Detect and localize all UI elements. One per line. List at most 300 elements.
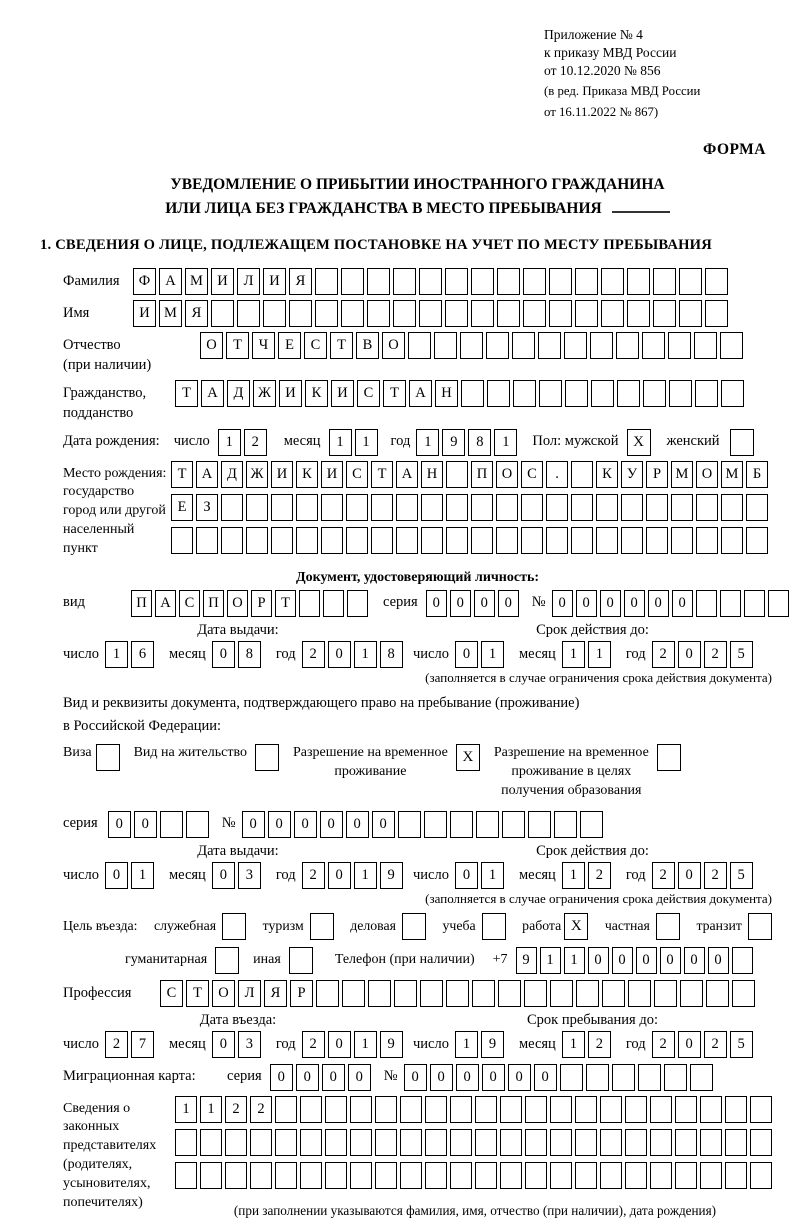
purpose-humanitarian-checkbox[interactable]: [215, 947, 239, 974]
char-cell[interactable]: Ж: [246, 461, 268, 488]
char-cell[interactable]: 1: [494, 429, 517, 456]
char-cell[interactable]: 0: [708, 947, 729, 974]
char-cell[interactable]: [367, 268, 390, 295]
purpose-official-checkbox[interactable]: [222, 913, 246, 940]
char-cell[interactable]: 9: [380, 862, 403, 889]
char-cell[interactable]: [296, 527, 318, 554]
char-cell[interactable]: [275, 1162, 297, 1189]
char-cell[interactable]: [300, 1162, 322, 1189]
char-cell[interactable]: [700, 1129, 722, 1156]
char-cell[interactable]: [472, 980, 495, 1007]
char-cell[interactable]: [528, 811, 551, 838]
char-cell[interactable]: [725, 1129, 747, 1156]
char-cell[interactable]: 2: [704, 862, 727, 889]
char-cell[interactable]: 2: [250, 1096, 272, 1123]
char-cell[interactable]: [650, 1162, 672, 1189]
char-cell[interactable]: [524, 980, 547, 1007]
char-cell[interactable]: [596, 494, 618, 521]
char-cell[interactable]: [316, 980, 339, 1007]
char-cell[interactable]: [271, 527, 293, 554]
char-cell[interactable]: [446, 461, 468, 488]
char-cell[interactable]: [325, 1129, 347, 1156]
char-cell[interactable]: 2: [302, 1031, 325, 1058]
char-cell[interactable]: [575, 268, 598, 295]
char-cell[interactable]: [502, 811, 525, 838]
char-cell[interactable]: [496, 494, 518, 521]
char-cell[interactable]: [596, 527, 618, 554]
char-cell[interactable]: [375, 1129, 397, 1156]
purpose-study-checkbox[interactable]: [482, 913, 506, 940]
char-cell[interactable]: [445, 268, 468, 295]
char-cell[interactable]: [275, 1096, 297, 1123]
char-cell[interactable]: С: [357, 380, 380, 407]
gender-male-checkbox[interactable]: X: [627, 429, 651, 456]
char-cell[interactable]: [315, 268, 338, 295]
char-cell[interactable]: [275, 1129, 297, 1156]
option-visa-checkbox[interactable]: [96, 744, 120, 771]
char-cell[interactable]: [571, 461, 593, 488]
char-cell[interactable]: [696, 590, 717, 617]
char-cell[interactable]: Е: [171, 494, 193, 521]
char-cell[interactable]: [460, 332, 483, 359]
char-cell[interactable]: [250, 1162, 272, 1189]
char-cell[interactable]: [571, 494, 593, 521]
char-cell[interactable]: Т: [275, 590, 296, 617]
char-cell[interactable]: [550, 1162, 572, 1189]
char-cell[interactable]: [721, 494, 743, 521]
char-cell[interactable]: [664, 1064, 687, 1091]
char-cell[interactable]: 0: [684, 947, 705, 974]
char-cell[interactable]: [420, 980, 443, 1007]
char-cell[interactable]: 0: [296, 1064, 319, 1091]
purpose-private-checkbox[interactable]: [656, 913, 680, 940]
char-cell[interactable]: [497, 300, 520, 327]
char-cell[interactable]: 1: [354, 641, 377, 668]
char-cell[interactable]: [750, 1129, 772, 1156]
char-cell[interactable]: [616, 332, 639, 359]
char-cell[interactable]: [434, 332, 457, 359]
char-cell[interactable]: 0: [576, 590, 597, 617]
char-cell[interactable]: [700, 1162, 722, 1189]
char-cell[interactable]: 7: [131, 1031, 154, 1058]
char-cell[interactable]: [669, 380, 692, 407]
char-cell[interactable]: [705, 300, 728, 327]
char-cell[interactable]: 1: [355, 429, 378, 456]
char-cell[interactable]: [321, 494, 343, 521]
char-cell[interactable]: У: [621, 461, 643, 488]
char-cell[interactable]: 2: [225, 1096, 247, 1123]
char-cell[interactable]: 1: [455, 1031, 478, 1058]
char-cell[interactable]: 0: [678, 1031, 701, 1058]
char-cell[interactable]: [246, 494, 268, 521]
char-cell[interactable]: [237, 300, 260, 327]
char-cell[interactable]: [347, 590, 368, 617]
char-cell[interactable]: [461, 380, 484, 407]
char-cell[interactable]: [375, 1096, 397, 1123]
char-cell[interactable]: 8: [468, 429, 491, 456]
char-cell[interactable]: [590, 332, 613, 359]
purpose-transit-checkbox[interactable]: [748, 913, 772, 940]
char-cell[interactable]: [396, 494, 418, 521]
char-cell[interactable]: [421, 527, 443, 554]
char-cell[interactable]: [486, 332, 509, 359]
char-cell[interactable]: О: [496, 461, 518, 488]
char-cell[interactable]: [346, 494, 368, 521]
char-cell[interactable]: 0: [455, 862, 478, 889]
char-cell[interactable]: [496, 527, 518, 554]
char-cell[interactable]: [498, 980, 521, 1007]
char-cell[interactable]: [612, 1064, 635, 1091]
char-cell[interactable]: [375, 1162, 397, 1189]
char-cell[interactable]: [200, 1162, 222, 1189]
char-cell[interactable]: [500, 1096, 522, 1123]
char-cell[interactable]: [600, 1129, 622, 1156]
char-cell[interactable]: [628, 980, 651, 1007]
char-cell[interactable]: [625, 1096, 647, 1123]
char-cell[interactable]: П: [131, 590, 152, 617]
char-cell[interactable]: 0: [348, 1064, 371, 1091]
char-cell[interactable]: Р: [251, 590, 272, 617]
char-cell[interactable]: Т: [226, 332, 249, 359]
char-cell[interactable]: Т: [330, 332, 353, 359]
char-cell[interactable]: З: [196, 494, 218, 521]
char-cell[interactable]: 0: [328, 641, 351, 668]
char-cell[interactable]: Н: [421, 461, 443, 488]
char-cell[interactable]: [471, 300, 494, 327]
char-cell[interactable]: 0: [320, 811, 343, 838]
char-cell[interactable]: С: [521, 461, 543, 488]
char-cell[interactable]: [750, 1162, 772, 1189]
char-cell[interactable]: [471, 494, 493, 521]
char-cell[interactable]: [476, 811, 499, 838]
char-cell[interactable]: 0: [588, 947, 609, 974]
char-cell[interactable]: [601, 300, 624, 327]
char-cell[interactable]: 1: [540, 947, 561, 974]
char-cell[interactable]: О: [227, 590, 248, 617]
purpose-business-checkbox[interactable]: [402, 913, 426, 940]
char-cell[interactable]: Е: [278, 332, 301, 359]
char-cell[interactable]: А: [155, 590, 176, 617]
char-cell[interactable]: 2: [588, 1031, 611, 1058]
char-cell[interactable]: 1: [588, 641, 611, 668]
char-cell[interactable]: Л: [237, 268, 260, 295]
char-cell[interactable]: [475, 1162, 497, 1189]
char-cell[interactable]: [653, 268, 676, 295]
char-cell[interactable]: В: [356, 332, 379, 359]
char-cell[interactable]: [175, 1162, 197, 1189]
char-cell[interactable]: 0: [482, 1064, 505, 1091]
char-cell[interactable]: [550, 980, 573, 1007]
char-cell[interactable]: И: [133, 300, 156, 327]
char-cell[interactable]: [446, 494, 468, 521]
char-cell[interactable]: [617, 380, 640, 407]
char-cell[interactable]: [445, 300, 468, 327]
char-cell[interactable]: 0: [672, 590, 693, 617]
char-cell[interactable]: [679, 300, 702, 327]
char-cell[interactable]: [575, 300, 598, 327]
char-cell[interactable]: 2: [704, 1031, 727, 1058]
char-cell[interactable]: [695, 380, 718, 407]
gender-female-checkbox[interactable]: [730, 429, 754, 456]
char-cell[interactable]: [296, 494, 318, 521]
char-cell[interactable]: О: [696, 461, 718, 488]
char-cell[interactable]: К: [596, 461, 618, 488]
char-cell[interactable]: 3: [238, 1031, 261, 1058]
char-cell[interactable]: Р: [646, 461, 668, 488]
char-cell[interactable]: [706, 980, 729, 1007]
char-cell[interactable]: [419, 300, 442, 327]
char-cell[interactable]: [696, 494, 718, 521]
char-cell[interactable]: [513, 380, 536, 407]
char-cell[interactable]: [323, 590, 344, 617]
char-cell[interactable]: 0: [212, 862, 235, 889]
char-cell[interactable]: [600, 1096, 622, 1123]
char-cell[interactable]: 1: [481, 862, 504, 889]
char-cell[interactable]: С: [160, 980, 183, 1007]
char-cell[interactable]: [263, 300, 286, 327]
char-cell[interactable]: А: [159, 268, 182, 295]
char-cell[interactable]: 0: [552, 590, 573, 617]
char-cell[interactable]: [625, 1162, 647, 1189]
char-cell[interactable]: [675, 1129, 697, 1156]
char-cell[interactable]: 0: [455, 641, 478, 668]
char-cell[interactable]: [721, 380, 744, 407]
char-cell[interactable]: Я: [289, 268, 312, 295]
char-cell[interactable]: С: [346, 461, 368, 488]
char-cell[interactable]: 0: [108, 811, 131, 838]
char-cell[interactable]: 8: [238, 641, 261, 668]
char-cell[interactable]: [475, 1129, 497, 1156]
char-cell[interactable]: [560, 1064, 583, 1091]
char-cell[interactable]: [549, 300, 572, 327]
char-cell[interactable]: [675, 1162, 697, 1189]
char-cell[interactable]: [564, 332, 587, 359]
char-cell[interactable]: [750, 1096, 772, 1123]
char-cell[interactable]: [350, 1162, 372, 1189]
char-cell[interactable]: 1: [564, 947, 585, 974]
char-cell[interactable]: 0: [498, 590, 519, 617]
char-cell[interactable]: [539, 380, 562, 407]
char-cell[interactable]: [421, 494, 443, 521]
char-cell[interactable]: А: [409, 380, 432, 407]
char-cell[interactable]: [221, 494, 243, 521]
char-cell[interactable]: Л: [238, 980, 261, 1007]
char-cell[interactable]: 2: [302, 641, 325, 668]
char-cell[interactable]: 0: [450, 590, 471, 617]
char-cell[interactable]: [325, 1162, 347, 1189]
char-cell[interactable]: 0: [372, 811, 395, 838]
char-cell[interactable]: Ч: [252, 332, 275, 359]
char-cell[interactable]: [425, 1129, 447, 1156]
char-cell[interactable]: [538, 332, 561, 359]
char-cell[interactable]: [424, 811, 447, 838]
char-cell[interactable]: 0: [678, 862, 701, 889]
char-cell[interactable]: [721, 527, 743, 554]
char-cell[interactable]: Т: [186, 980, 209, 1007]
char-cell[interactable]: [371, 494, 393, 521]
char-cell[interactable]: [500, 1162, 522, 1189]
char-cell[interactable]: [446, 980, 469, 1007]
char-cell[interactable]: [450, 811, 473, 838]
char-cell[interactable]: [565, 380, 588, 407]
char-cell[interactable]: [621, 527, 643, 554]
char-cell[interactable]: 0: [242, 811, 265, 838]
char-cell[interactable]: 1: [354, 862, 377, 889]
char-cell[interactable]: [342, 980, 365, 1007]
char-cell[interactable]: 9: [481, 1031, 504, 1058]
char-cell[interactable]: 5: [730, 641, 753, 668]
char-cell[interactable]: 0: [456, 1064, 479, 1091]
char-cell[interactable]: Т: [371, 461, 393, 488]
char-cell[interactable]: [300, 1129, 322, 1156]
char-cell[interactable]: [646, 494, 668, 521]
char-cell[interactable]: [725, 1096, 747, 1123]
char-cell[interactable]: [700, 1096, 722, 1123]
char-cell[interactable]: 0: [612, 947, 633, 974]
char-cell[interactable]: [638, 1064, 661, 1091]
char-cell[interactable]: [289, 300, 312, 327]
char-cell[interactable]: [521, 527, 543, 554]
char-cell[interactable]: [211, 300, 234, 327]
char-cell[interactable]: [575, 1096, 597, 1123]
char-cell[interactable]: [554, 811, 577, 838]
char-cell[interactable]: М: [721, 461, 743, 488]
char-cell[interactable]: Р: [290, 980, 313, 1007]
char-cell[interactable]: [371, 527, 393, 554]
char-cell[interactable]: И: [331, 380, 354, 407]
char-cell[interactable]: 1: [105, 641, 128, 668]
char-cell[interactable]: 0: [508, 1064, 531, 1091]
char-cell[interactable]: [705, 268, 728, 295]
char-cell[interactable]: Ф: [133, 268, 156, 295]
char-cell[interactable]: 1: [175, 1096, 197, 1123]
char-cell[interactable]: 2: [652, 641, 675, 668]
char-cell[interactable]: Д: [221, 461, 243, 488]
char-cell[interactable]: [300, 1096, 322, 1123]
char-cell[interactable]: И: [271, 461, 293, 488]
char-cell[interactable]: [400, 1096, 422, 1123]
option-temp-residence-checkbox[interactable]: X: [456, 744, 480, 771]
char-cell[interactable]: 0: [636, 947, 657, 974]
char-cell[interactable]: Т: [171, 461, 193, 488]
char-cell[interactable]: [668, 332, 691, 359]
char-cell[interactable]: Т: [383, 380, 406, 407]
char-cell[interactable]: [425, 1096, 447, 1123]
char-cell[interactable]: [225, 1162, 247, 1189]
char-cell[interactable]: [525, 1162, 547, 1189]
char-cell[interactable]: [171, 527, 193, 554]
char-cell[interactable]: [450, 1096, 472, 1123]
char-cell[interactable]: 0: [294, 811, 317, 838]
char-cell[interactable]: И: [263, 268, 286, 295]
char-cell[interactable]: К: [305, 380, 328, 407]
option-residence-permit-checkbox[interactable]: [255, 744, 279, 771]
char-cell[interactable]: [732, 980, 755, 1007]
char-cell[interactable]: [601, 268, 624, 295]
char-cell[interactable]: Б: [746, 461, 768, 488]
purpose-work-checkbox[interactable]: X: [564, 913, 588, 940]
char-cell[interactable]: А: [201, 380, 224, 407]
char-cell[interactable]: 0: [648, 590, 669, 617]
char-cell[interactable]: [602, 980, 625, 1007]
char-cell[interactable]: [650, 1096, 672, 1123]
char-cell[interactable]: [523, 268, 546, 295]
char-cell[interactable]: 2: [588, 862, 611, 889]
char-cell[interactable]: 0: [430, 1064, 453, 1091]
char-cell[interactable]: [400, 1129, 422, 1156]
char-cell[interactable]: К: [296, 461, 318, 488]
char-cell[interactable]: [591, 380, 614, 407]
char-cell[interactable]: [475, 1096, 497, 1123]
char-cell[interactable]: 0: [212, 1031, 235, 1058]
char-cell[interactable]: [186, 811, 209, 838]
char-cell[interactable]: [521, 494, 543, 521]
char-cell[interactable]: 2: [652, 1031, 675, 1058]
purpose-tourism-checkbox[interactable]: [310, 913, 334, 940]
char-cell[interactable]: [200, 1129, 222, 1156]
char-cell[interactable]: [690, 1064, 713, 1091]
char-cell[interactable]: О: [212, 980, 235, 1007]
char-cell[interactable]: 2: [302, 862, 325, 889]
char-cell[interactable]: 0: [600, 590, 621, 617]
char-cell[interactable]: [350, 1129, 372, 1156]
char-cell[interactable]: И: [211, 268, 234, 295]
char-cell[interactable]: [725, 1162, 747, 1189]
char-cell[interactable]: Я: [264, 980, 287, 1007]
char-cell[interactable]: [393, 268, 416, 295]
char-cell[interactable]: 2: [244, 429, 267, 456]
char-cell[interactable]: [368, 980, 391, 1007]
char-cell[interactable]: [450, 1162, 472, 1189]
char-cell[interactable]: 8: [380, 641, 403, 668]
char-cell[interactable]: Ж: [253, 380, 276, 407]
char-cell[interactable]: 1: [481, 641, 504, 668]
char-cell[interactable]: 1: [416, 429, 439, 456]
char-cell[interactable]: 0: [474, 590, 495, 617]
char-cell[interactable]: [696, 527, 718, 554]
char-cell[interactable]: 0: [268, 811, 291, 838]
char-cell[interactable]: [600, 1162, 622, 1189]
char-cell[interactable]: 0: [534, 1064, 557, 1091]
char-cell[interactable]: [299, 590, 320, 617]
char-cell[interactable]: [653, 300, 676, 327]
char-cell[interactable]: [627, 300, 650, 327]
char-cell[interactable]: [512, 332, 535, 359]
char-cell[interactable]: [580, 811, 603, 838]
char-cell[interactable]: 9: [516, 947, 537, 974]
char-cell[interactable]: [160, 811, 183, 838]
char-cell[interactable]: [550, 1129, 572, 1156]
char-cell[interactable]: [525, 1096, 547, 1123]
char-cell[interactable]: [393, 300, 416, 327]
char-cell[interactable]: П: [203, 590, 224, 617]
char-cell[interactable]: [768, 590, 789, 617]
char-cell[interactable]: 0: [328, 862, 351, 889]
char-cell[interactable]: А: [396, 461, 418, 488]
char-cell[interactable]: [671, 527, 693, 554]
char-cell[interactable]: [487, 380, 510, 407]
char-cell[interactable]: М: [671, 461, 693, 488]
char-cell[interactable]: 0: [678, 641, 701, 668]
char-cell[interactable]: 0: [212, 641, 235, 668]
char-cell[interactable]: М: [159, 300, 182, 327]
char-cell[interactable]: [550, 1096, 572, 1123]
char-cell[interactable]: [650, 1129, 672, 1156]
char-cell[interactable]: 0: [426, 590, 447, 617]
char-cell[interactable]: [450, 1129, 472, 1156]
char-cell[interactable]: [746, 527, 768, 554]
char-cell[interactable]: [419, 268, 442, 295]
